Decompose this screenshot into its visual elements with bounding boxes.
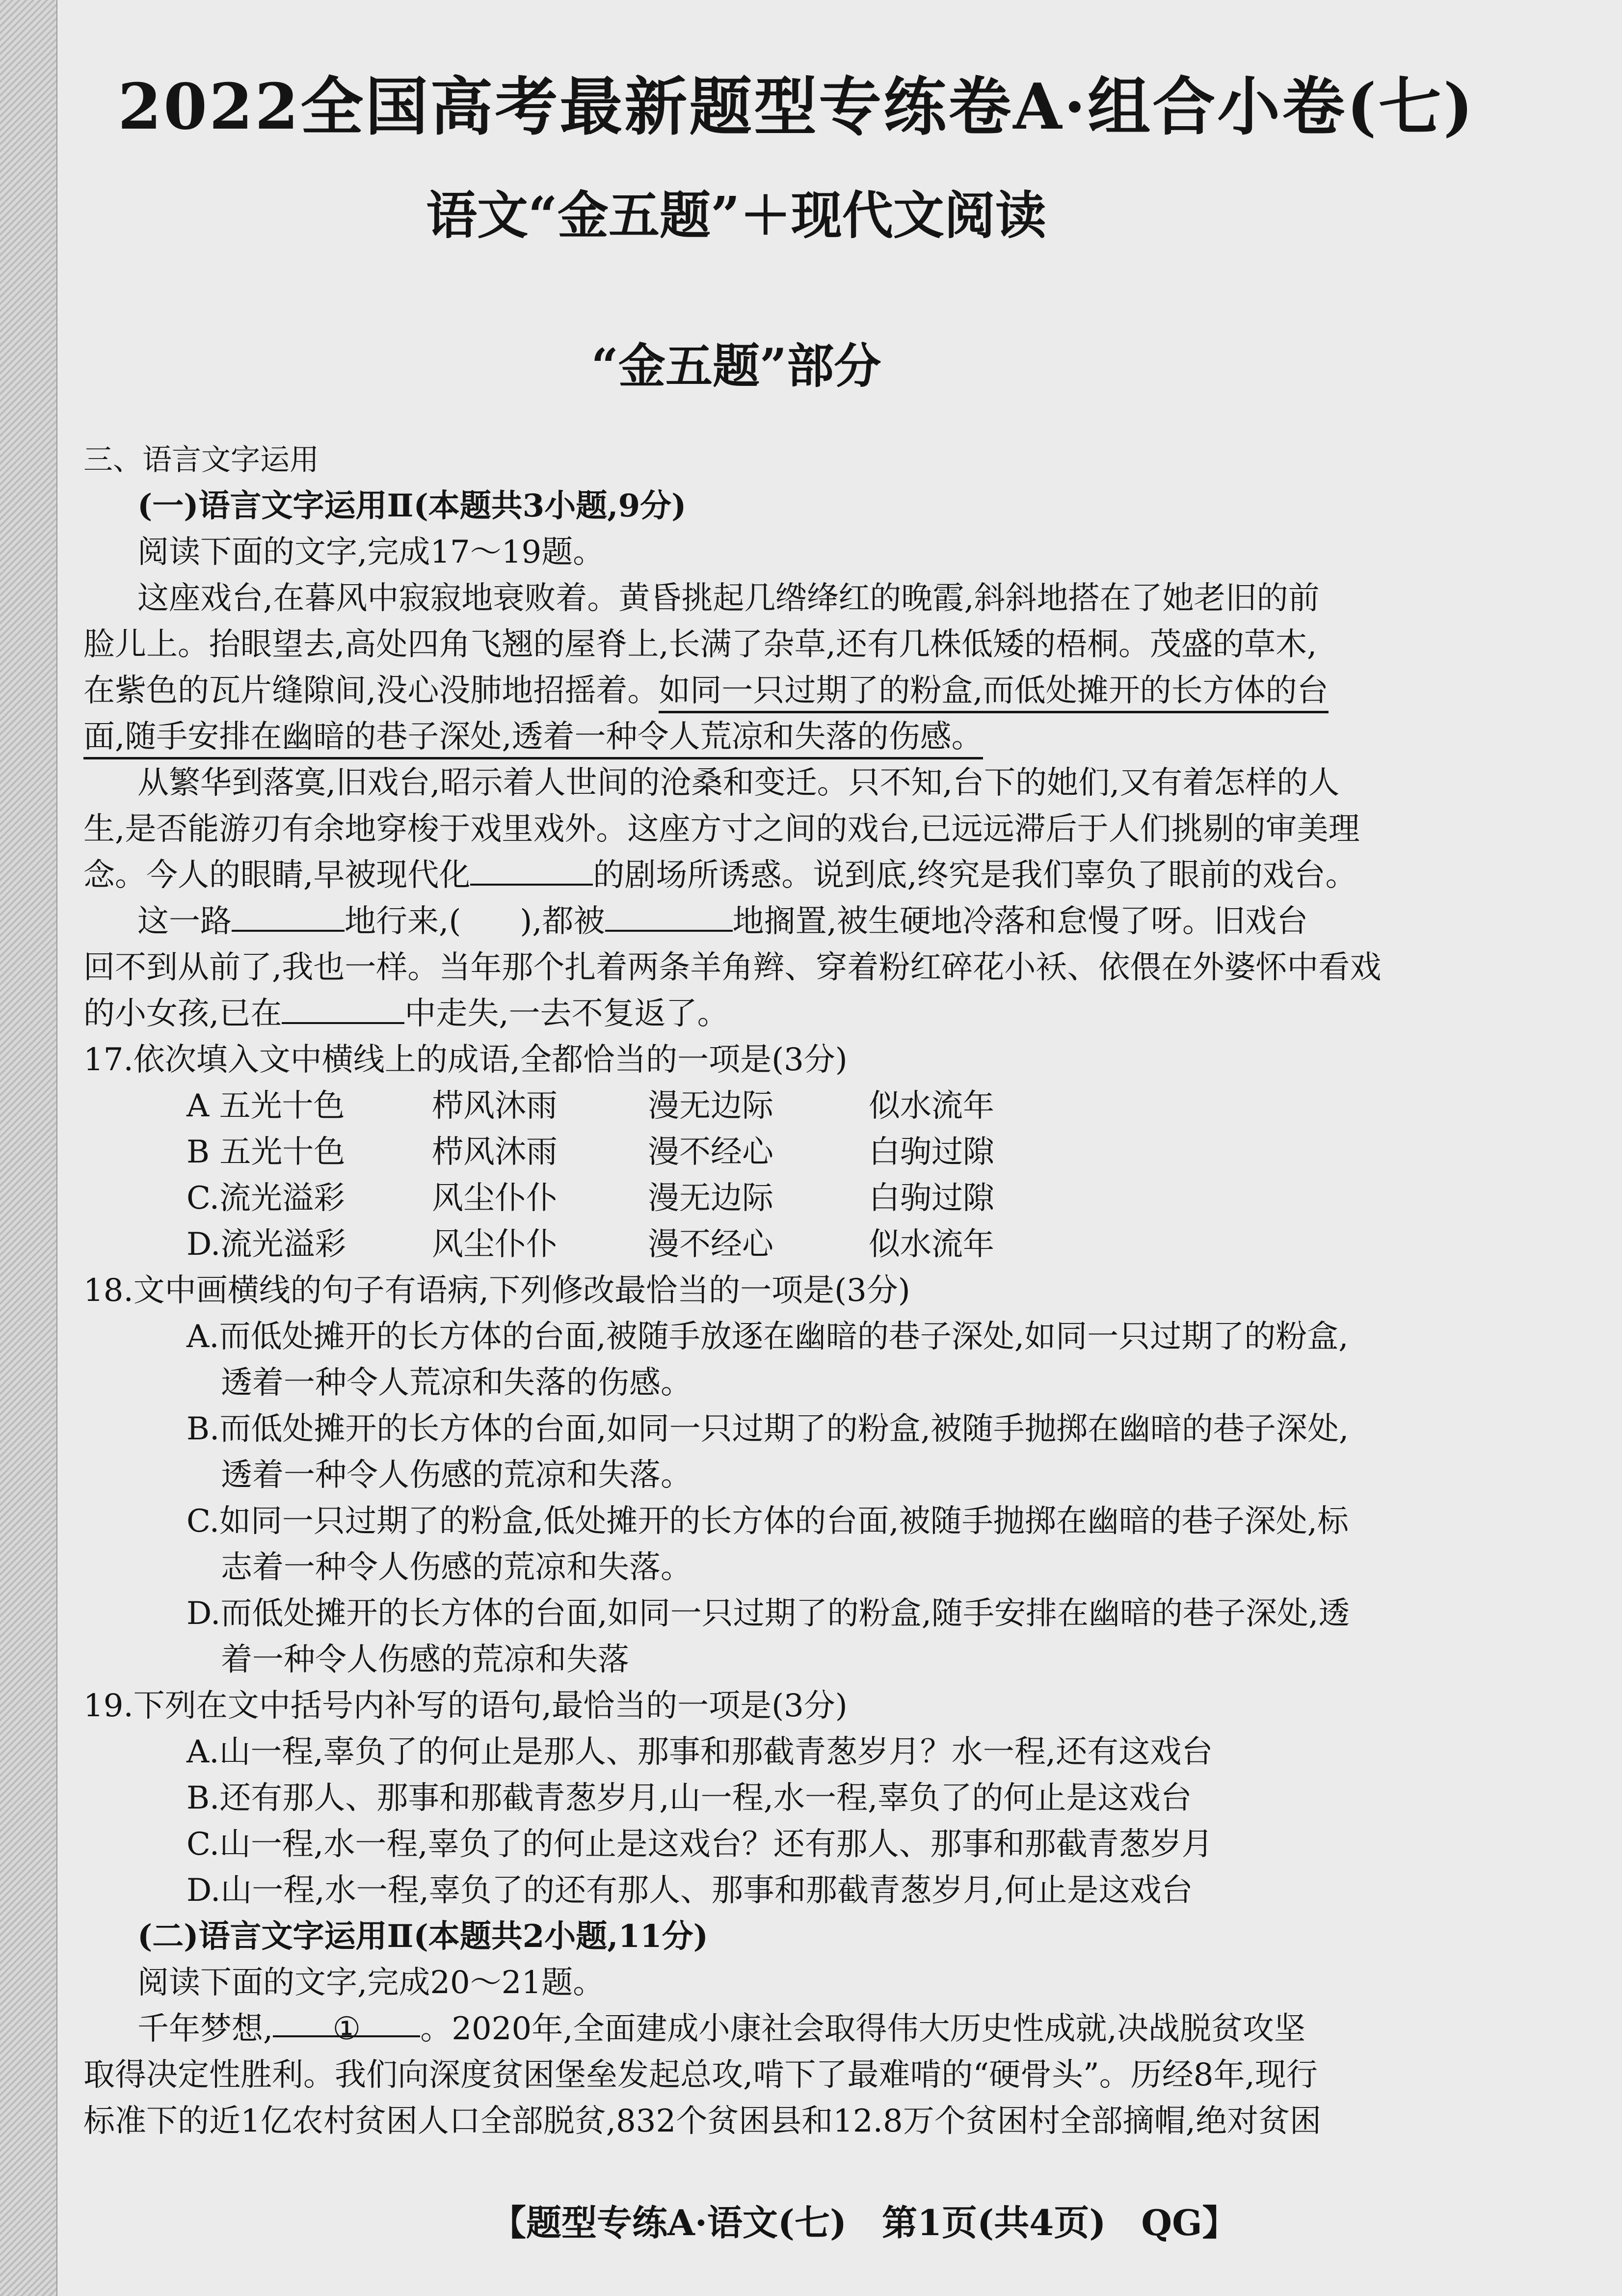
passage-line: 脸儿上。抬眼望去,高处四角飞翘的屋脊上,长满了杂草,还有几株低矮的梧桐。茂盛的草木, [83,626,1317,663]
passage-text: 。2020年,全面建成小康社会取得伟大历史性成就,决战脱贫攻坚 [420,2011,1305,2047]
passage-text: 的剧场所诱惑。说到底,终究是我们辜负了眼前的戏台。 [593,857,1357,893]
fill-blank [282,993,404,1024]
passage-text: 中走失,一去不复返了。 [404,996,729,1032]
q17-option-c: C.流光溢彩 风尘仆仆 漫无边际 白驹过隙 [186,1180,994,1216]
passage-text: 地搁置,被生硬地冷落和怠慢了呀。旧戏台 [732,903,1308,940]
passage-line: 从繁华到落寞,旧戏台,昭示着人世间的沧桑和变迁。只不知,台下的她们,又有着怎样的人 [137,765,1340,801]
q18-option-a: A.而低处摊开的长方体的台面,被随手放逐在幽暗的巷子深处,如同一只过期了的粉盒, [186,1319,1349,1355]
fill-blank [470,854,593,886]
fill-blank-1: ① [273,2006,420,2037]
q19-option-a: A.山一程,辜负了的何止是那人、那事和那截青葱岁月？水一程,还有这戏台 [186,1734,1213,1770]
q18-option-d: D.而低处摊开的长方体的台面,如同一只过期了的粉盒,随手安排在幽暗的巷子深处,透 [186,1595,1350,1632]
q19-option-d: D.山一程,水一程,辜负了的还有那人、那事和那截青葱岁月,何止是这戏台 [186,1872,1193,1909]
passage-text: 的小女孩,已在 [83,996,282,1032]
q19-option-b: B.还有那人、那事和那截青葱岁月,山一程,水一程,辜负了的何止是这戏台 [186,1780,1192,1816]
fill-blank [232,900,345,932]
question-19-stem: 19.下列在文中括号内补写的语句,最恰当的一项是(3分) [83,1688,848,1724]
passage-line: 回不到从前了,我也一样。当年那个扎着两条羊角辫、穿着粉红碎花小袄、依偎在外婆怀中看戏 [83,949,1382,986]
binding-margin [0,0,57,2296]
passage-line [83,714,1590,760]
passage2-line [83,2006,1590,2052]
page-subtitle: 语文“金五题”＋现代文阅读 [426,185,1046,245]
passage-line: 这座戏台,在暮风中寂寂地衰败着。黄昏挑起几绺绛红的晚霞,斜斜地搭在了她老旧的前 [137,580,1320,617]
underlined-sentence: 如同一只过期了的粉盒,而低处摊开的长方体的台 [659,673,1328,713]
passage-text: 千年梦想, [137,2011,273,2047]
question-18-stem: 18.文中画横线的句子有语病,下列修改最恰当的一项是(3分) [83,1272,910,1309]
passage-text: 在紫色的瓦片缝隙间,没心没肺地招摇着。 [83,673,659,709]
passage2-line: 取得决定性胜利。我们向深度贫困堡垒发起总攻,啃下了最难啃的“硬骨头”。历经8年,现行 [83,2057,1318,2093]
q17-option-b: B 五光十色 栉风沐雨 漫不经心 白驹过隙 [186,1134,994,1170]
fill-blank [605,900,733,932]
passage-line [83,852,1590,898]
q18-option-a-cont: 透着一种令人荒凉和失落的伤感。 [221,1365,692,1401]
instruction: 阅读下面的文字,完成17～19题。 [137,534,605,570]
exam-page [74,0,1600,2296]
passage-line: 生,是否能游刃有余地穿梭于戏里戏外。这座方寸之间的戏台,已远远滞后于人们挑剔的审美理 [83,811,1360,847]
passage-text: 地行来,( [345,903,461,940]
part-heading: “金五题”部分 [591,338,881,394]
passage-line [83,991,1590,1037]
q18-option-b-cont: 透着一种令人伤感的荒凉和失落。 [221,1457,692,1493]
question-17-stem: 17.依次填入文中横线上的成语,全都恰当的一项是(3分) [83,1042,848,1078]
question-body [83,437,1590,2144]
q18-option-c-cont: 志着一种令人伤感的荒凉和失落。 [221,1549,692,1586]
passage-line [83,668,1590,714]
q17-option-d: D.流光溢彩 风尘仆仆 漫不经心 似水流年 [186,1226,994,1263]
page-title: 2022全国高考最新题型专练卷A·组合小卷(七) [118,70,1475,144]
page-footer: 【题型专练A·语文(七) 第1页(共4页) QG】 [491,2202,1238,2243]
passage-text: 念。今人的眼睛,早被现代化 [83,857,471,893]
section-heading: 三、语言文字运用 [83,443,319,477]
passage-text: ),都被 [520,903,605,940]
q18-option-c: C.如同一只过期了的粉盒,低处摊开的长方体的台面,被随手抛掷在幽暗的巷子深处,标 [186,1503,1349,1540]
passage2-line: 标准下的近1亿农村贫困人口全部脱贫,832个贫困县和12.8万个贫困村全部摘帽,绝对贫困 [83,2103,1322,2139]
q18-option-b: B.而低处摊开的长方体的台面,如同一只过期了的粉盒,被随手抛掷在幽暗的巷子深处, [186,1411,1349,1447]
q18-option-d-cont: 着一种令人伤感的荒凉和失落 [221,1642,629,1678]
instruction-2: 阅读下面的文字,完成20～21题。 [137,1965,605,2001]
subsection-heading: (一)语言文字运用Ⅱ(本题共3小题,9分) [137,487,687,524]
passage-line [83,898,1590,945]
q19-option-c: C.山一程,水一程,辜负了的何止是这戏台？还有那人、那事和那截青葱岁月 [186,1826,1213,1863]
q17-option-a: A 五光十色 栉风沐雨 漫无边际 似水流年 [186,1088,994,1124]
subsection-2-heading: (二)语言文字运用Ⅱ(本题共2小题,11分) [137,1918,708,1955]
passage-text: 这一路 [137,903,232,940]
underlined-sentence: 面,随手安排在幽暗的巷子深处,透着一种令人荒凉和失落的伤感。 [83,719,983,759]
